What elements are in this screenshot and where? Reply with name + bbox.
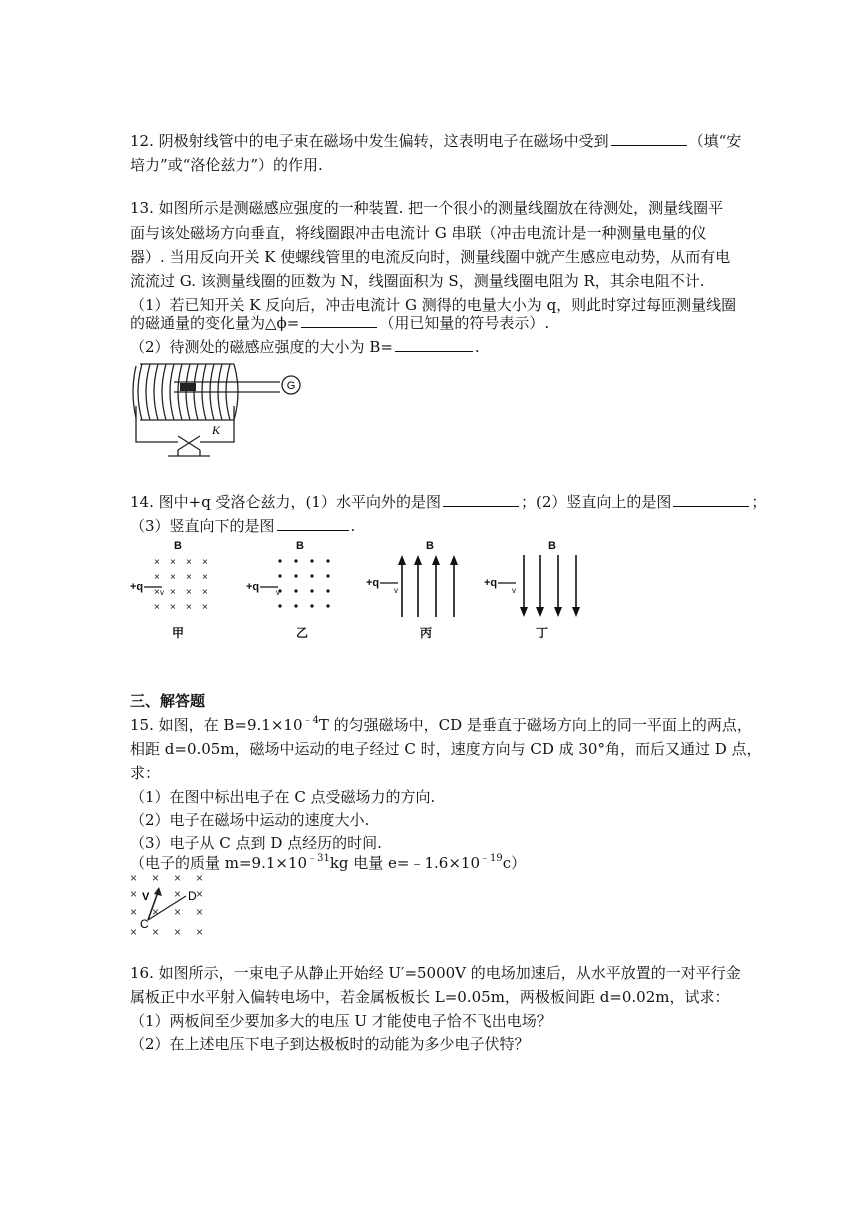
- svg-text:×: ×: [154, 587, 160, 598]
- solenoid-figure: [130, 356, 312, 458]
- q12-line1: 12. 阴极射线管中的电子束在磁场中发生偏转，这表明电子在磁场中受到 （填“安: [130, 129, 741, 152]
- panel-b-label: B: [426, 540, 434, 552]
- panel-jia: [130, 540, 208, 640]
- charge-label: +q: [130, 581, 144, 593]
- svg-text:×: ×: [196, 887, 204, 901]
- panel-name: 丙: [420, 626, 433, 640]
- panel-bing: [366, 540, 458, 640]
- svg-text:×: ×: [152, 871, 160, 885]
- svg-text:×: ×: [170, 602, 176, 613]
- q15-line2: 相距 d=0.05m，磁场中运动的电子经过 C 时，速度方向与 CD 成 30°角，而后又通过 D 点，: [130, 740, 762, 758]
- panel-name: 丁: [536, 626, 549, 640]
- q13-line7: （2）待测处的磁感应强度的大小为 B= .: [130, 335, 480, 358]
- electron-path-figure: [128, 870, 224, 942]
- answer-blank[interactable]: [301, 311, 377, 328]
- velocity-label: v: [512, 586, 516, 595]
- q16-line3: （1）两板间至少要加多大的电压 U 才能使电子恰不飞出电场？: [130, 1012, 552, 1030]
- q14-line1: 14. 图中+q 受洛仑兹力，(1）水平向外的是图 ；(2）竖直向上的是图 ；: [130, 490, 766, 513]
- galvanometer-label: G: [286, 380, 296, 392]
- svg-text:×: ×: [170, 557, 176, 568]
- q12-line2: 培力”或“洛伦兹力”）的作用.: [130, 156, 323, 174]
- svg-text:×: ×: [174, 887, 182, 901]
- svg-text:×: ×: [196, 925, 204, 939]
- svg-text:×: ×: [202, 572, 208, 583]
- point-c-label: C: [140, 917, 149, 931]
- q13-line2: 面与该处磁场方向垂直，将线圈跟冲击电流计 G 串联（冲击电流计是一种测量电量的仪: [130, 224, 707, 242]
- svg-text:×: ×: [130, 871, 138, 885]
- svg-text:×: ×: [186, 602, 192, 613]
- panel-name: 乙: [296, 626, 309, 640]
- answer-blank[interactable]: [673, 490, 749, 507]
- svg-text:×: ×: [130, 887, 138, 901]
- q13-line3: 器）. 当用反向开关 K 使螺线管里的电流反向时，测量线圈中就产生感应电动势，从而有电: [130, 248, 731, 266]
- q16-line4: （2）在上述电压下电子到达极板时的动能为多少电子伏特？: [130, 1035, 530, 1053]
- svg-text:×: ×: [186, 572, 192, 583]
- q15-line7: （电子的质量 $m=9.1\times 10^{﹣31}kg$ 电量 $e=﹣1.6\times 10^{﹣19}c$）: [130, 853, 527, 872]
- charge-label: +q: [246, 581, 260, 593]
- answer-blank[interactable]: [443, 490, 519, 507]
- svg-text:×: ×: [174, 905, 182, 919]
- velocity-label: v: [394, 586, 398, 595]
- panel-b-label: B: [174, 540, 182, 552]
- svg-text:×: ×: [202, 602, 208, 613]
- q13-line4: 流流过 G. 该测量线圈的匝数为 N，线圈面积为 S，测量线圈电阻为 R，其余电阻不计.: [130, 272, 705, 290]
- svg-text:×: ×: [152, 905, 160, 919]
- velocity-label: v: [160, 588, 164, 597]
- q13-line6: 的磁通量的变化量为△ϕ= （用已知量的符号表示）.: [130, 311, 549, 334]
- svg-text:×: ×: [170, 572, 176, 583]
- svg-text:×: ×: [154, 602, 160, 613]
- lorentz-panels-figure: [128, 537, 598, 643]
- answer-blank[interactable]: [277, 514, 349, 531]
- panel-b-label: B: [296, 540, 304, 552]
- velocity-label: V: [142, 891, 150, 903]
- svg-text:×: ×: [152, 925, 160, 939]
- svg-text:×: ×: [130, 905, 138, 919]
- svg-text:×: ×: [202, 557, 208, 568]
- panel-ding: [484, 540, 580, 640]
- q15-line3: 求：: [130, 764, 161, 782]
- q16-line1: 16. 如图所示，一束电子从静止开始经 U′=5000V 的电场加速后，从水平放置的一对平行金: [130, 964, 741, 982]
- panel-b-label: B: [548, 540, 556, 552]
- answer-blank[interactable]: [611, 129, 687, 146]
- q13-line5: （1）若已知开关 K 反向后，冲击电流计 G 测得的电量大小为 q，则此时穿过每匝测量线圈: [130, 296, 737, 314]
- svg-text:×: ×: [196, 905, 204, 919]
- svg-text:×: ×: [186, 587, 192, 598]
- q14-line2: （3）竖直向下的是图 .: [130, 514, 355, 537]
- point-d-label: D: [188, 889, 197, 903]
- svg-text:×: ×: [130, 925, 138, 939]
- charge-label: +q: [366, 577, 380, 589]
- q15-line4: （1）在图中标出电子在 C 点受磁场力的方向.: [130, 788, 436, 806]
- answer-blank[interactable]: [395, 335, 473, 352]
- svg-text:×: ×: [202, 587, 208, 598]
- switch-label: K: [212, 423, 221, 437]
- velocity-label: v: [276, 588, 280, 597]
- q15-line5: （2）电子在磁场中运动的速度大小.: [130, 811, 370, 829]
- svg-text:×: ×: [170, 587, 176, 598]
- svg-text:×: ×: [154, 572, 160, 583]
- panel-name: 甲: [172, 626, 185, 640]
- svg-text:×: ×: [186, 557, 192, 568]
- charge-label: +q: [484, 577, 498, 589]
- q13-line1: 13. 如图所示是测磁感应强度的一种装置. 把一个很小的测量线圈放在待测处，测量线圈平: [130, 199, 724, 217]
- svg-text:×: ×: [174, 925, 182, 939]
- section-title: 三、解答题: [130, 692, 206, 710]
- svg-text:×: ×: [154, 557, 160, 568]
- q16-line2: 属板正中水平射入偏转电场中，若金属板板长 L=0.05m，两极板间距 d=0.02m，试求：: [130, 988, 730, 1006]
- q15-line6: （3）电子从 C 点到 D 点经历的时间.: [130, 834, 382, 852]
- svg-text:×: ×: [174, 871, 182, 885]
- svg-text:×: ×: [196, 871, 204, 885]
- panel-yi: [246, 540, 330, 640]
- q15-line1: 15. 如图，在 $B=9.1\times 10^{﹣4}T$ 的匀强磁场中，CD 是垂直于磁场方向上的同一平面上的两点，: [130, 715, 752, 734]
